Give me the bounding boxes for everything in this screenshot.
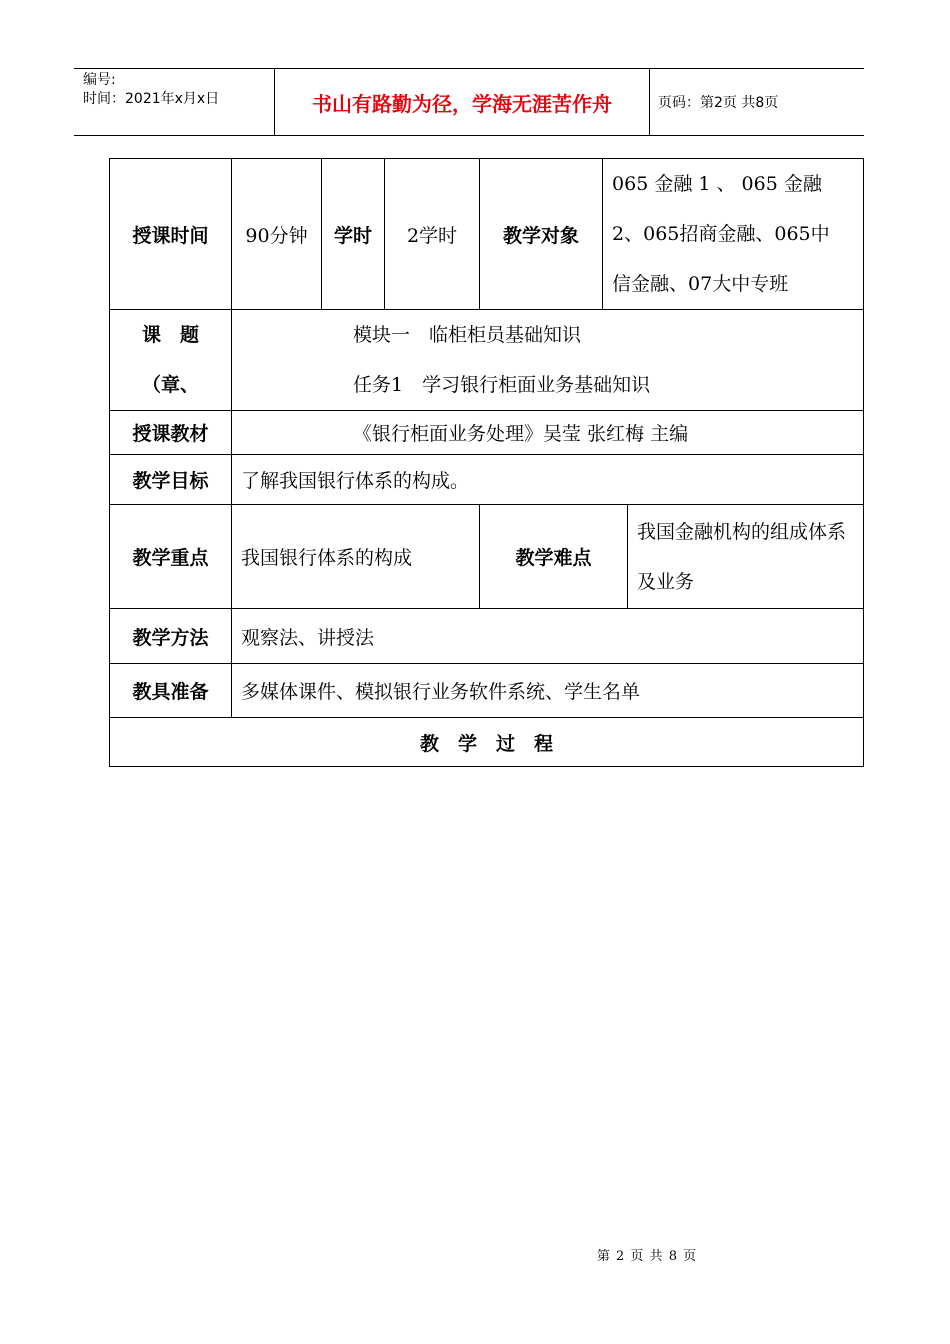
- difficulty-value: [628, 505, 864, 609]
- row-textbook: [110, 411, 864, 455]
- row-method: [110, 609, 864, 664]
- textbook-value: 《银行柜面业务处理》吴莹 张红梅 主编: [232, 411, 864, 455]
- row-class-time: [110, 159, 864, 310]
- objective-label: 教学目标: [110, 455, 232, 505]
- key-point-value: 我国银行体系的构成: [232, 505, 480, 609]
- topic-value: [232, 310, 864, 411]
- class-duration: 90分钟: [232, 159, 322, 310]
- method-value: 观察法、讲授法: [232, 609, 864, 664]
- target-line-1: 065 金融 1 、 065 金融: [612, 173, 822, 195]
- header-page-code: 页码：第2页 共8页: [658, 95, 779, 111]
- target-line-3: 信金融、07大中专班: [612, 273, 789, 295]
- header-motto: 书山有路勤为径，学海无涯苦作舟: [275, 69, 650, 135]
- topic-label-line-1: 课 题: [141, 324, 199, 346]
- page-footer: 第 2 页 共 8 页: [596, 1249, 698, 1264]
- date-label: 时间：2021年x月x日: [83, 91, 220, 107]
- row-objective: [110, 455, 864, 505]
- teaching-process-heading: 教学过程: [110, 718, 864, 767]
- topic-module: 模块一 临柜柜员基础知识: [353, 324, 582, 346]
- difficulty-line-2: 及业务: [637, 570, 695, 593]
- objective-value: 了解我国银行体系的构成。: [232, 455, 864, 505]
- teaching-target-value: [603, 159, 864, 310]
- lesson-plan-table: [109, 158, 864, 767]
- textbook-label: 授课教材: [110, 411, 232, 455]
- row-tools: [110, 664, 864, 718]
- topic-label-line-2: （章、: [141, 374, 199, 396]
- serial-number-label: 编号:: [83, 72, 116, 88]
- difficulty-label: 教学难点: [480, 505, 628, 609]
- topic-label: [110, 310, 232, 411]
- document-header: [74, 68, 864, 136]
- row-key-points: [110, 505, 864, 609]
- difficulty-line-1: 我国金融机构的组成体系: [637, 520, 847, 543]
- tools-label: 教具准备: [110, 664, 232, 718]
- class-hours-value: 2学时: [385, 159, 480, 310]
- teaching-target-label: 教学对象: [480, 159, 603, 310]
- target-line-2: 2、065招商金融、065中: [612, 223, 830, 245]
- class-time-label: 授课时间: [110, 159, 232, 310]
- tools-value: 多媒体课件、模拟银行业务软件系统、学生名单: [232, 664, 864, 718]
- header-meta: [74, 69, 275, 135]
- class-hours-label: 学时: [322, 159, 385, 310]
- row-process: [110, 718, 864, 767]
- topic-task: 任务1 学习银行柜面业务基础知识: [353, 374, 651, 396]
- row-topic: [110, 310, 864, 411]
- method-label: 教学方法: [110, 609, 232, 664]
- key-point-label: 教学重点: [110, 505, 232, 609]
